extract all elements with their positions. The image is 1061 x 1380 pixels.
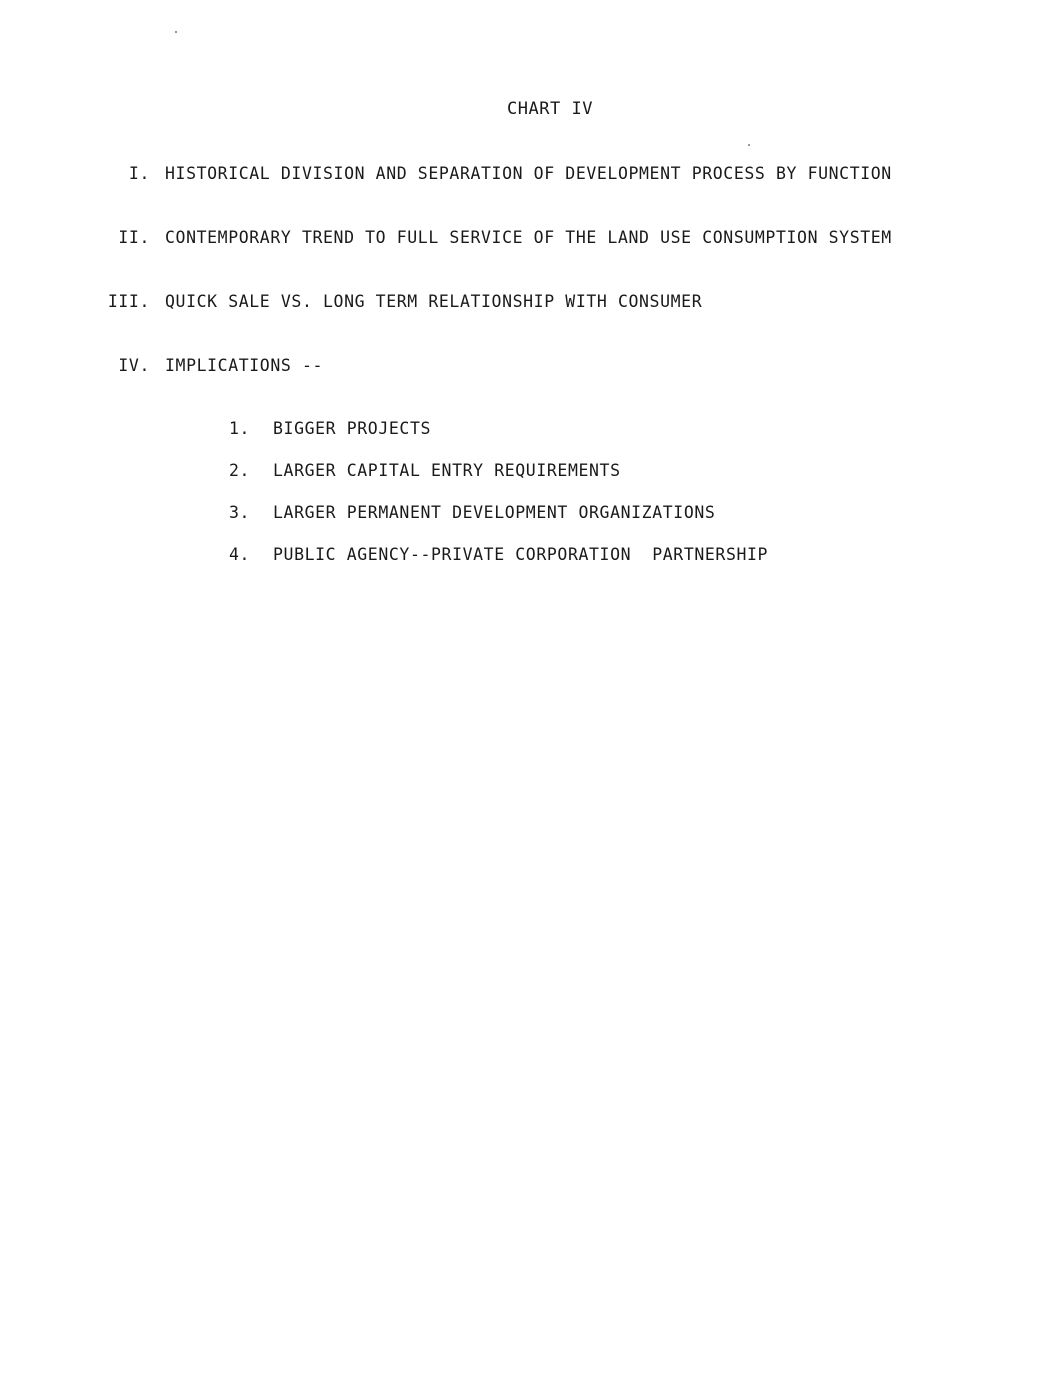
implication-number: 4. bbox=[229, 545, 251, 564]
implication-text: BIGGER PROJECTS bbox=[273, 419, 432, 438]
outline-text: CONTEMPORARY TREND TO FULL SERVICE OF THE LAND USE CONSUMPTION SYSTEM bbox=[165, 228, 892, 247]
implication-text: PUBLIC AGENCY--PRIVATE CORPORATION PARTNERSHIP bbox=[273, 545, 769, 564]
outline-text: IMPLICATIONS -- bbox=[165, 356, 324, 375]
outline-text: HISTORICAL DIVISION AND SEPARATION OF DEVELOPMENT PROCESS BY FUNCTION bbox=[165, 164, 892, 183]
scan-speck bbox=[748, 144, 750, 146]
implication-text: LARGER CAPITAL ENTRY REQUIREMENTS bbox=[273, 461, 621, 480]
scan-speck bbox=[175, 31, 177, 33]
outline-numeral: IV. bbox=[118, 356, 150, 375]
implication-text: LARGER PERMANENT DEVELOPMENT ORGANIZATIONS bbox=[273, 503, 716, 522]
implication-number: 2. bbox=[229, 461, 251, 480]
chart-title: CHART IV bbox=[507, 99, 593, 119]
outline-numeral: I. bbox=[128, 164, 150, 183]
implication-number: 1. bbox=[229, 419, 251, 438]
outline-text: QUICK SALE VS. LONG TERM RELATIONSHIP WITH CONSUMER bbox=[165, 292, 703, 311]
outline-numeral: III. bbox=[107, 292, 150, 311]
outline-numeral: II. bbox=[118, 228, 150, 247]
implication-number: 3. bbox=[229, 503, 251, 522]
